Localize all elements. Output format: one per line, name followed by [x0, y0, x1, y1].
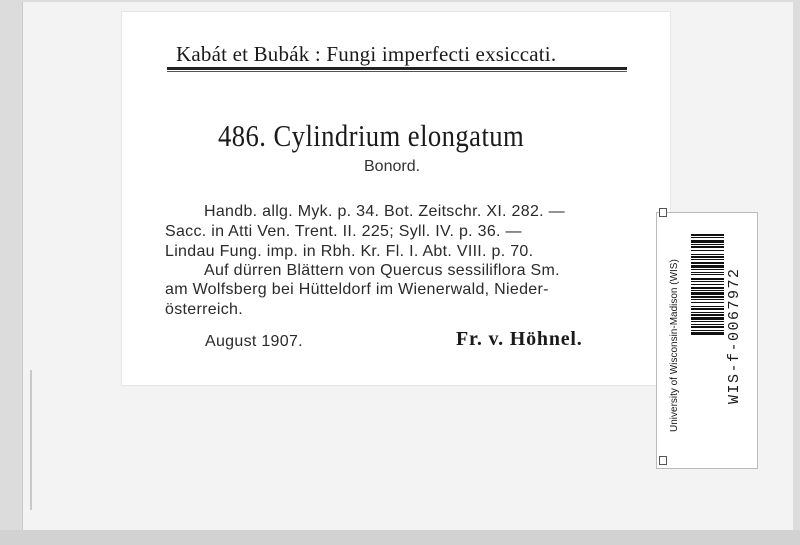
locality-line: österreich.	[165, 301, 243, 318]
species-name: 486. Cylindrium elongatum	[218, 118, 525, 153]
barcode-institution: University of Wisconsin-Madison (WIS)	[669, 259, 680, 432]
title-rule-thin	[167, 71, 627, 72]
species-authority: Bonord.	[364, 158, 421, 175]
barcode-icon	[691, 234, 724, 434]
citation-line: Lindau Fung. imp. in Rbh. Kr. Fl. I. Abt. VIII. p. 70.	[165, 243, 534, 260]
habitat-line: Auf dürren Blättern von Quercus sessiliflora Sm.	[204, 262, 560, 279]
sheet-fold-edge	[30, 370, 32, 510]
scan-background	[0, 530, 800, 545]
series-title: Kabát et Bubák : Fungi imperfecti exsiccati.	[176, 42, 557, 66]
title-rule	[167, 67, 627, 70]
locality-line: am Wolfsberg bei Hütteldorf im Wienerwald, Nieder-	[165, 281, 549, 298]
corner-mark-icon	[659, 456, 667, 465]
collector-name: Fr. v. Höhnel.	[456, 328, 583, 350]
barcode-id: WIS-f-0067972	[726, 267, 743, 404]
citation-line: Handb. allg. Myk. p. 34. Bot. Zeitschr. XI. 282. —	[204, 203, 565, 220]
citation-line: Sacc. in Atti Ven. Trent. II. 225; Syll. IV. p. 36. —	[165, 223, 522, 240]
collection-date: August 1907.	[205, 333, 303, 350]
corner-mark-icon	[659, 208, 667, 217]
